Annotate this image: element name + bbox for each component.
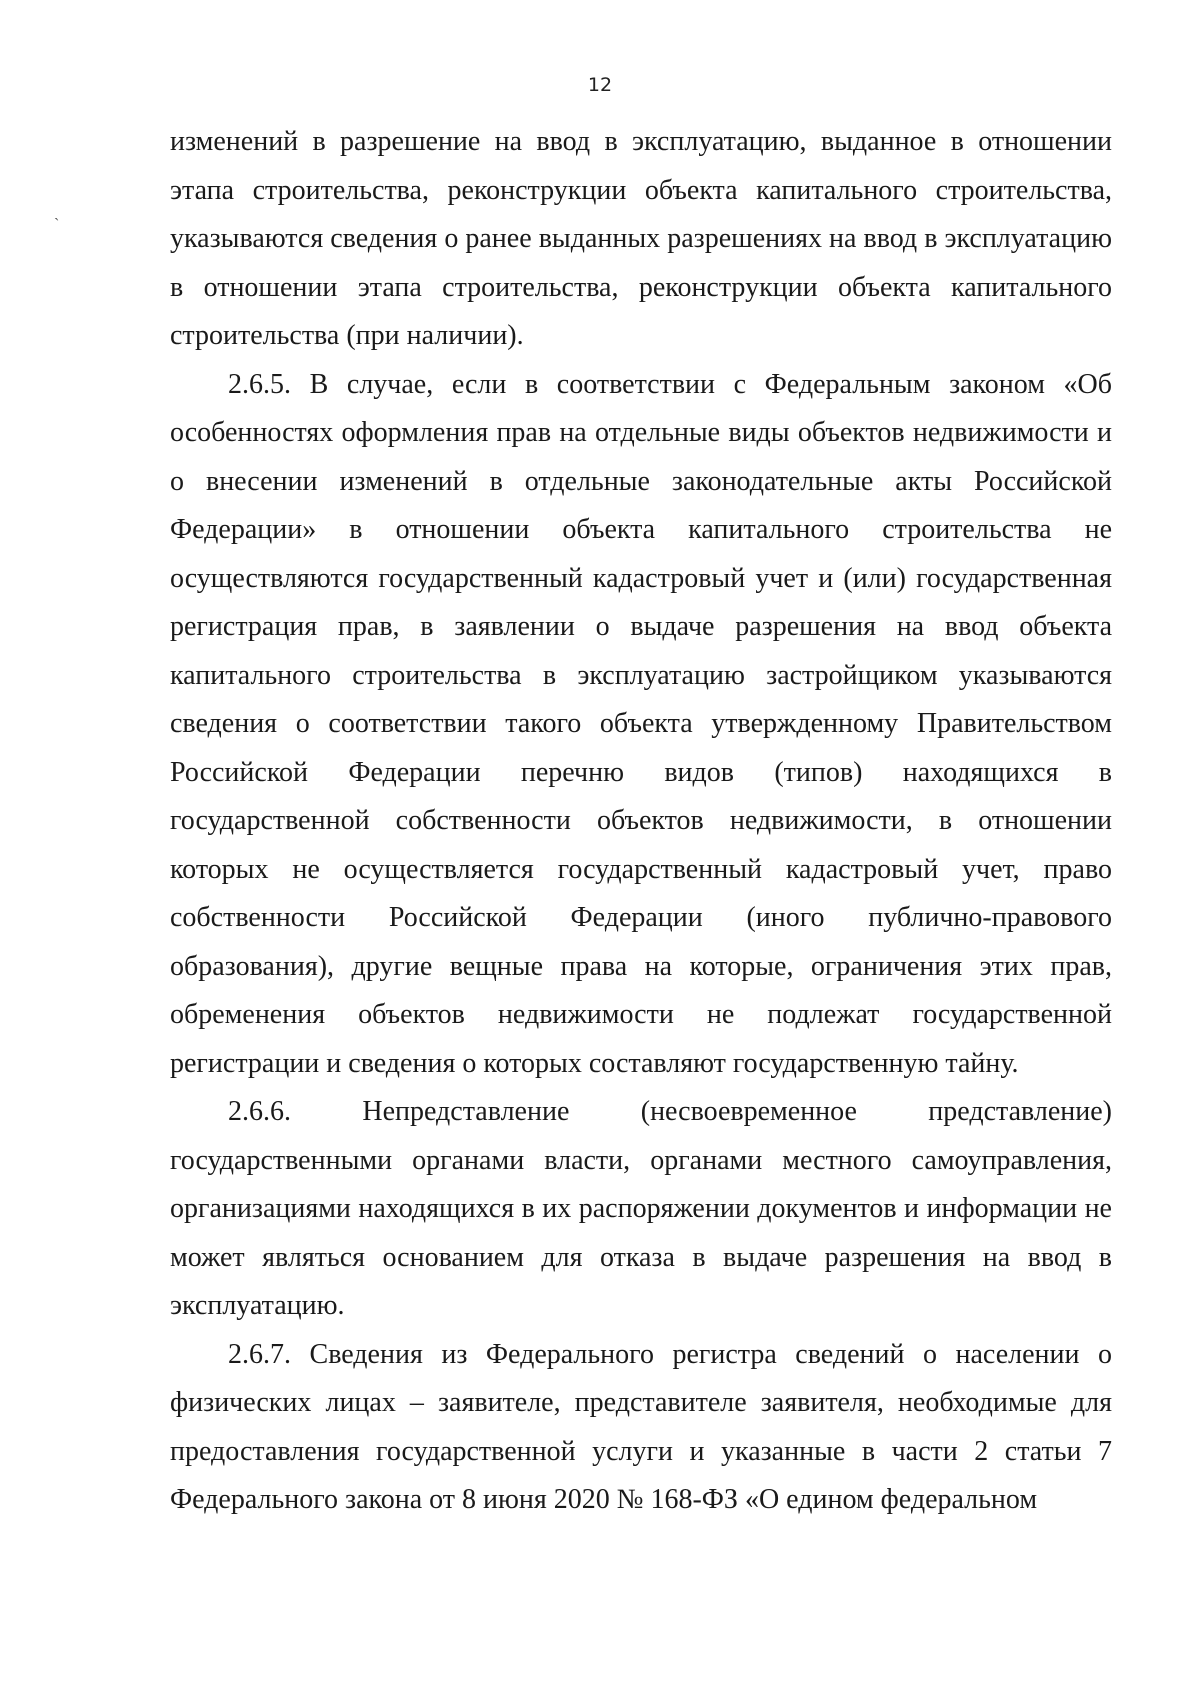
document-body (170, 118, 1112, 1525)
paragraph-2-6-6: 2.6.6. Непредставление (несвоевременное представление) государственными органами власти, органами местного самоуправления, организациями находящихся в их распоряжении документов и информации не может являться основанием для отказа в выдаче разрешения на ввод в эксплуатацию. (170, 1096, 1112, 1321)
scan-artifact-mark: ` (54, 216, 60, 233)
paragraph-2-6-7: 2.6.7. Сведения из Федерального регистра сведений о населении о физических лицах – заявителе, представителе заявителя, необходимые для предоставления государственной услуги и указанные в части 2 статьи 7 Федерального закона от 8 июня 2020 № 168-ФЗ «О едином федеральном (170, 1338, 1112, 1515)
paragraph-continuation: изменений в разрешение на ввод в эксплуатацию, выданное в отношении этапа строительства, реконструкции объекта капитального строительства, указываются сведения о ранее выданных разрешениях на ввод в эксплуатацию в отношении этапа строительства, реконструкции объекта капитального строительства (при наличии). (170, 126, 1112, 351)
page-number: 12 (587, 74, 613, 96)
paragraph-2-6-5: 2.6.5. В случае, если в соответствии с Федеральным законом «Об особенностях оформления прав на отдельные виды объектов недвижимости и о внесении изменений в отдельные законодательные акты Российской Федерации» в отношении объекта капитального строительства не осуществляются государственный кадастровый учет и (или) государственная регистрация прав, в заявлении о выдаче разрешения на ввод объекта капитального строительства в эксплуатацию застройщиком указываются сведения о соответствии такого объекта утвержденному Правительством Российской Федерации перечню видов (типов) находящихся в государственной собственности объектов недвижимости, в отношении которых не осуществляется государственный кадастровый учет, право собственности Российской Федерации (иного публично-правового образования), другие вещные права на которые, ограничения этих прав, обременения объектов недвижимости не подлежат государственной регистрации и сведения о которых составляют государственную тайну. (170, 368, 1112, 1079)
